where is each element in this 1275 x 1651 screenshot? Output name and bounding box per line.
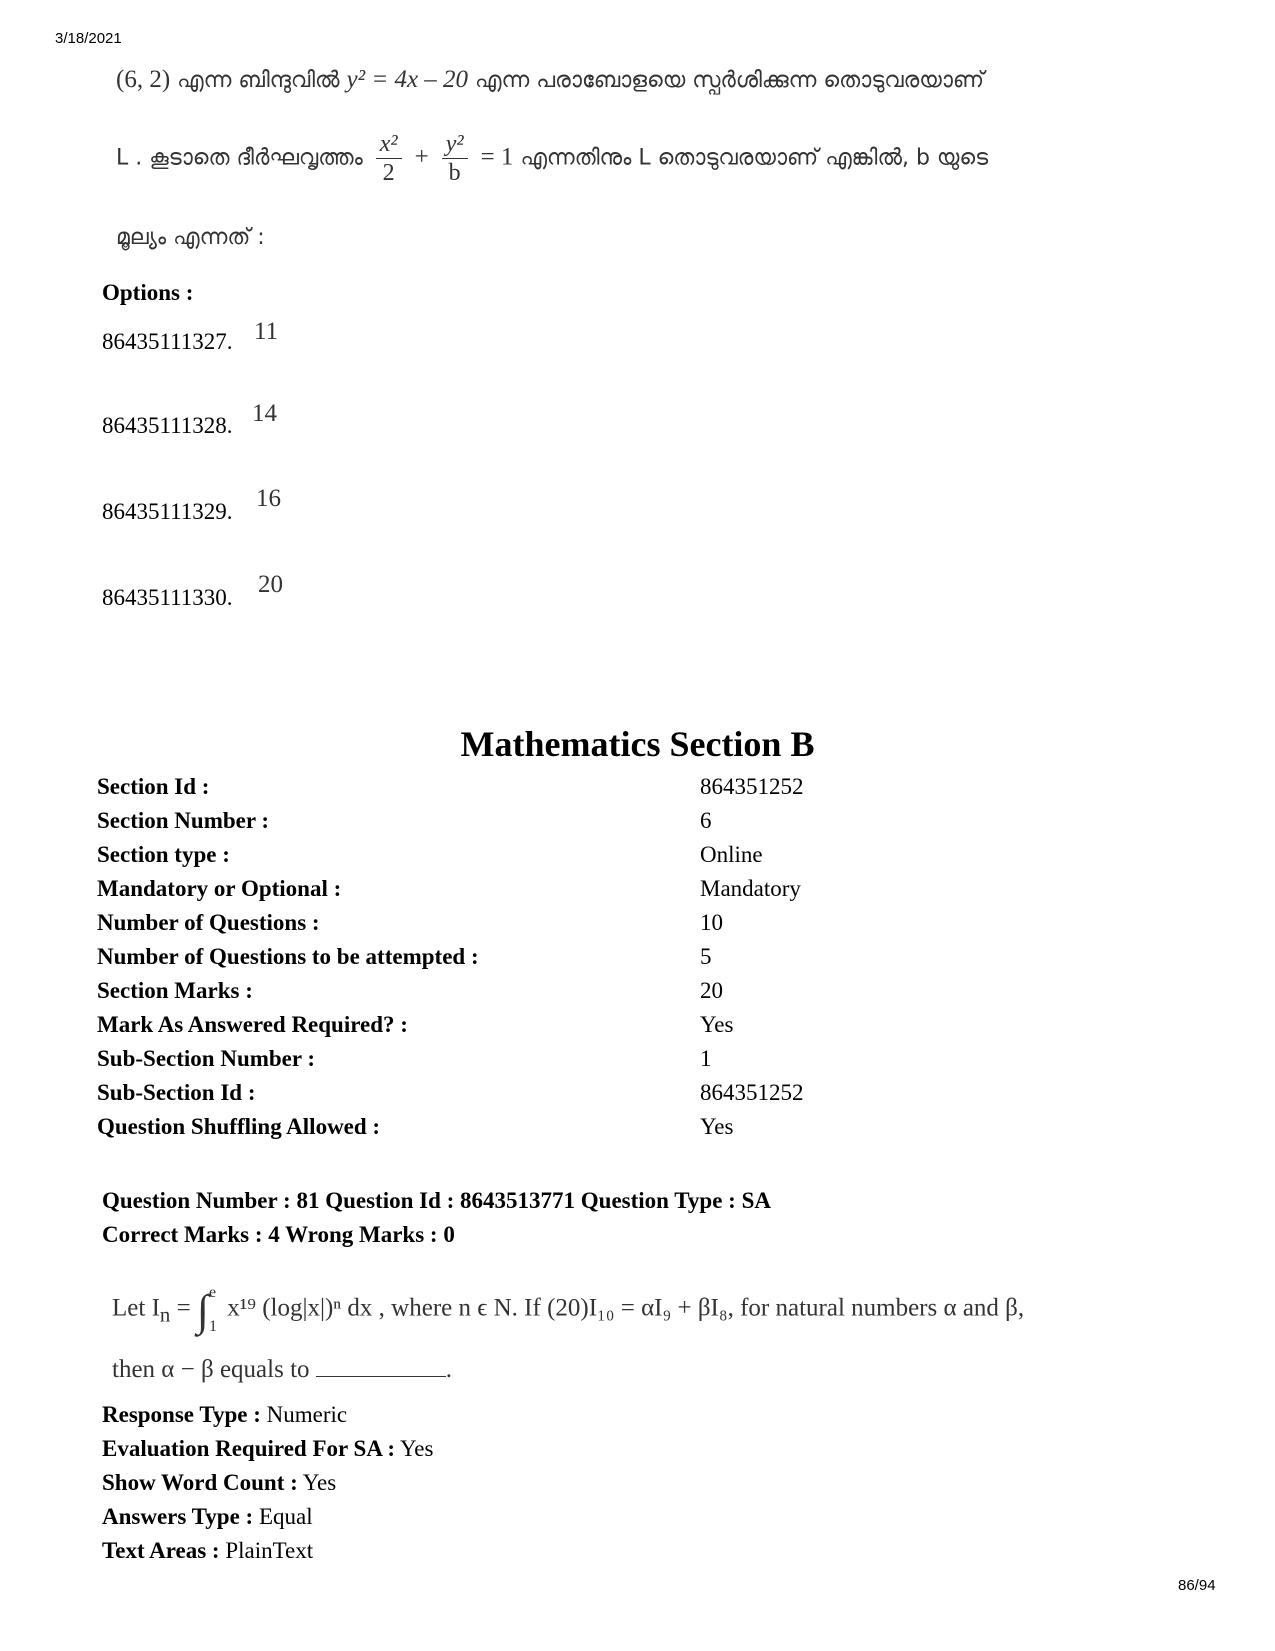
fraction-x2-over-2: $\frac{\text{x²}}{2}$	[376, 130, 402, 187]
question-property: Text Areas : PlainText	[102, 1538, 314, 1563]
question-property: Answers Type : Equal	[102, 1504, 313, 1529]
question-property: Show Word Count : Yes	[102, 1470, 337, 1495]
option-value: 16	[256, 485, 281, 512]
question-property: Response Type : Numeric	[102, 1402, 348, 1427]
option-value: 14	[252, 400, 277, 427]
page-number: 86/94	[1178, 1577, 1216, 1594]
question-property: Evaluation Required For SA : Yes	[102, 1436, 434, 1461]
question-header: Question Number : 81 Question Id : 8643513771 Question Type : SA	[102, 1188, 771, 1213]
answer-blank	[316, 1358, 446, 1377]
option-id: 86435111329.	[102, 499, 233, 524]
option-id: 86435111327.	[102, 329, 233, 354]
question-marks: Correct Marks : 4 Wrong Marks : 0	[102, 1222, 455, 1247]
prev-question-line-3: മൂല്യം എന്നത് :	[116, 225, 265, 250]
integral-sign: ∫	[196, 1285, 209, 1335]
options-label: Options :	[102, 280, 194, 305]
option-value: 20	[258, 571, 283, 598]
print-date: 3/18/2021	[55, 30, 122, 47]
integral-limits: e 1	[208, 1284, 217, 1335]
prev-question-line-1: (6, 2) എന്ന ബിന്ദുവിൽ y² = 4x – 20 എന്ന പരാബോളയെ സ്പർശിക്കുന്ന തൊടുവരയാണ്	[116, 66, 985, 93]
option-id: 86435111328.	[102, 413, 233, 438]
option-value: 11	[254, 318, 279, 345]
section-title: Mathematics Section B	[460, 724, 815, 764]
question-equation-line-1: Let $I_n$ = ∫ e 1 x¹⁹ (log|x|)ⁿ dx , where n ϵ N. If (20)I₁₀ = αI₉ + βI₈, for natural numbers α and β,	[112, 1276, 1024, 1344]
fraction-y2-over-b: $\frac{\text{y²}}{b}$	[442, 130, 468, 187]
question-equation-line-2: then α − β equals to .	[112, 1356, 453, 1383]
option-id: 86435111330.	[102, 585, 233, 610]
prev-question-line-2: L . കൂടാതെ ദീർഘവൃത്തം $\frac{\text{x²}}{2}$ + $\frac{\text{y²}}{b}$ = 1 എന്നതിനും L തൊടുവരയാണ് എങ്കിൽ, b യുടെ	[116, 131, 989, 186]
